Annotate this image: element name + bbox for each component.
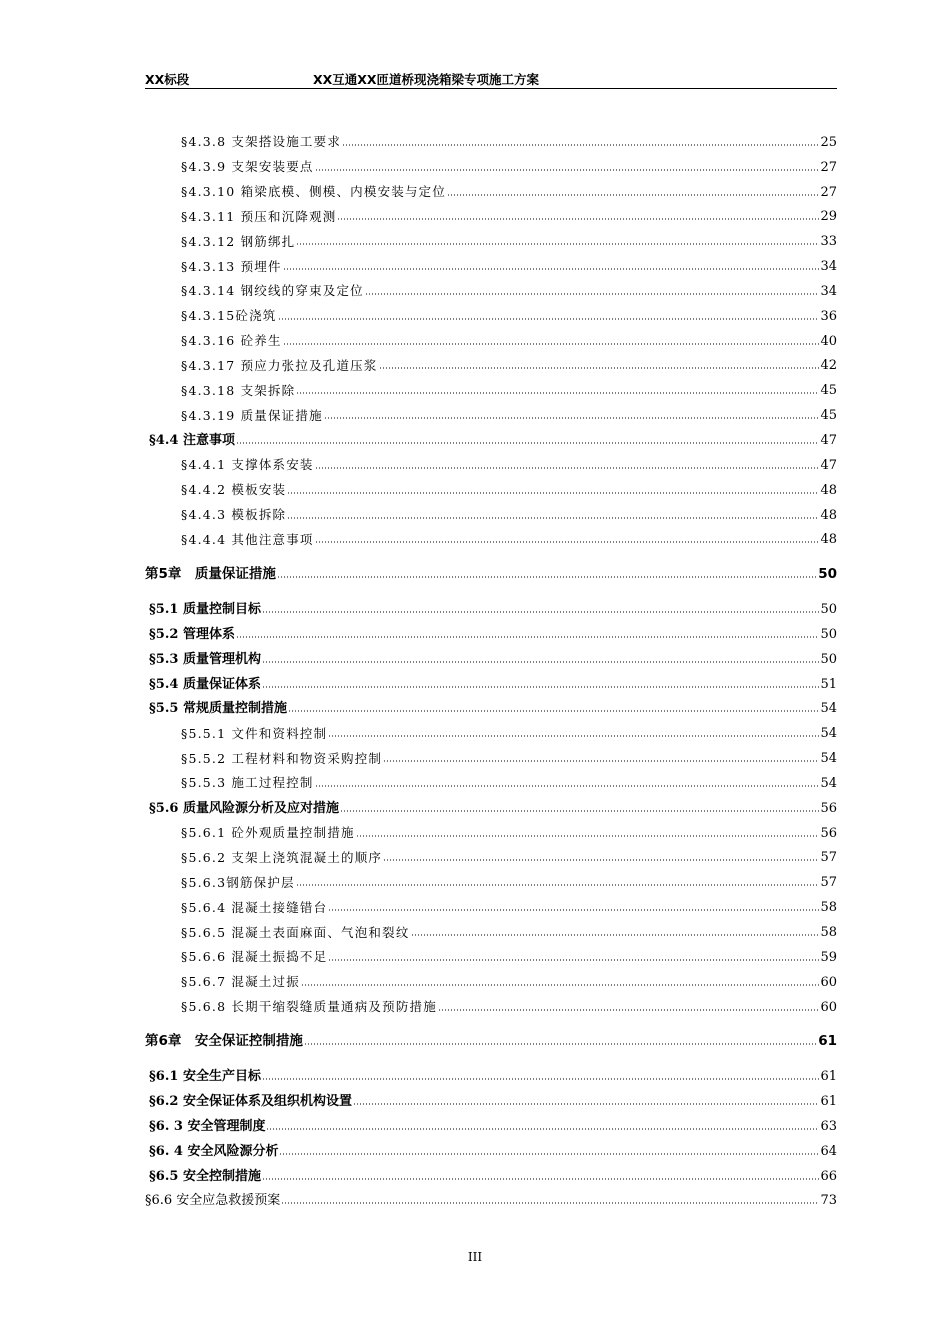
- toc-entry[interactable]: [145, 840, 837, 865]
- toc-entry-title: §6. 4 安全风险源分析: [149, 1143, 279, 1159]
- dot-leader: [379, 367, 820, 369]
- toc-entry-title: §5.6.4 混凝土接缝错台: [181, 899, 328, 915]
- toc-entry-title: §5.5.1 文件和资料控制: [181, 725, 328, 741]
- toc-entry-title: §4.3.18 支架拆除: [181, 382, 296, 398]
- toc-entry[interactable]: [145, 323, 837, 348]
- dot-leader: [328, 909, 819, 911]
- toc-entry-title: §4.3.17 预应力张拉及孔道压浆: [181, 357, 378, 373]
- toc-entry-page: 29: [820, 209, 837, 225]
- toc-entry[interactable]: [145, 397, 837, 422]
- toc-entry-page: 40: [820, 333, 837, 349]
- toc-entry-title: §4.3.14 钢绞线的穿束及定位: [181, 283, 364, 299]
- dot-leader: [262, 1078, 820, 1080]
- dot-leader: [315, 467, 820, 469]
- toc-entry-page: 54: [820, 751, 837, 767]
- toc-entry-page: 47: [820, 432, 837, 448]
- dot-leader: [447, 194, 819, 196]
- toc-entry-title: §4.3.11 预压和沉降观测: [181, 208, 337, 224]
- toc-entry[interactable]: [145, 790, 837, 815]
- toc-entry-title: §5.2 管理体系: [149, 626, 235, 642]
- toc-entry-page: 27: [820, 184, 837, 200]
- dot-leader: [356, 835, 820, 837]
- toc-entry-page: 45: [820, 383, 837, 399]
- toc-entry-page: 50: [818, 565, 837, 582]
- toc-entry[interactable]: [145, 124, 837, 149]
- toc-entry-page: 60: [820, 999, 837, 1015]
- dot-leader: [262, 661, 820, 663]
- dot-leader: [262, 686, 820, 688]
- dot-leader: [283, 343, 820, 345]
- toc-entry-page: 27: [820, 159, 837, 175]
- toc-entry-page: 47: [820, 457, 837, 473]
- toc-entry-title: §6.5 安全控制措施: [149, 1168, 261, 1184]
- dot-leader: [287, 492, 819, 494]
- dot-leader: [411, 934, 820, 936]
- table-of-contents: [145, 124, 837, 1207]
- dot-leader: [278, 318, 820, 320]
- toc-entry-title: §4.3.12 钢筋绑扎: [181, 233, 296, 249]
- dot-leader: [277, 576, 817, 578]
- toc-entry[interactable]: [145, 273, 837, 298]
- toc-entry-page: 50: [820, 602, 837, 618]
- toc-entry-page: 61: [820, 1069, 837, 1085]
- toc-entry[interactable]: [145, 1183, 837, 1208]
- toc-entry-page: 42: [820, 358, 837, 374]
- toc-entry[interactable]: [145, 497, 837, 522]
- toc-entry-page: 54: [820, 726, 837, 742]
- dot-leader: [315, 785, 820, 787]
- toc-entry-page: 73: [820, 1193, 837, 1209]
- dot-leader: [383, 760, 819, 762]
- chapter-spacer: [145, 1014, 837, 1024]
- dot-leader: [315, 169, 820, 171]
- toc-chapter-entry[interactable]: [145, 556, 837, 581]
- toc-entry[interactable]: [145, 1158, 837, 1183]
- toc-entry[interactable]: [145, 372, 837, 397]
- toc-entry[interactable]: [145, 616, 837, 641]
- toc-entry[interactable]: [145, 149, 837, 174]
- toc-entry-page: 54: [820, 775, 837, 791]
- header-document-title: XX互通XX匝道桥现浇箱梁专项施工方案: [313, 72, 540, 87]
- toc-chapter-entry[interactable]: [145, 1024, 837, 1049]
- toc-entry-page: 59: [820, 949, 837, 965]
- toc-entry-title: §5.5.2 工程材料和物资采购控制: [181, 750, 383, 766]
- toc-entry[interactable]: [145, 522, 837, 547]
- toc-entry[interactable]: [145, 740, 837, 765]
- toc-entry-title: §5.6.1 砼外观质量控制措施: [181, 825, 355, 841]
- toc-entry[interactable]: [145, 174, 837, 199]
- dot-leader: [301, 984, 820, 986]
- toc-entry[interactable]: [145, 248, 837, 273]
- toc-entry[interactable]: [145, 715, 837, 740]
- header-section-label: XX标段: [145, 72, 190, 87]
- toc-entry[interactable]: [145, 815, 837, 840]
- toc-entry[interactable]: [145, 989, 837, 1014]
- toc-entry-page: 50: [820, 651, 837, 667]
- toc-entry[interactable]: [145, 889, 837, 914]
- toc-entry-page: 66: [820, 1168, 837, 1184]
- toc-entry-page: 48: [820, 507, 837, 523]
- chapter-spacer: [145, 1048, 837, 1058]
- toc-entry-title: §4.4.2 模板安装: [181, 482, 287, 498]
- toc-entry-page: 50: [820, 626, 837, 642]
- dot-leader: [328, 735, 819, 737]
- toc-entry-title: §4.4.3 模板拆除: [181, 507, 287, 522]
- toc-entry[interactable]: [145, 1108, 837, 1133]
- toc-entry-title: §4.3.19 质量保证措施: [181, 407, 323, 423]
- dot-leader: [328, 959, 819, 961]
- toc-entry-page: 60: [820, 974, 837, 990]
- dot-leader: [236, 442, 820, 444]
- toc-entry[interactable]: [145, 864, 837, 889]
- dot-leader: [383, 859, 819, 861]
- dot-leader: [262, 1178, 820, 1180]
- toc-entry-title: §5.6.3钢筋保护层: [181, 874, 295, 890]
- toc-entry[interactable]: [145, 348, 837, 373]
- toc-entry-title: §5.6.5 混凝土表面麻面、气泡和裂纹: [181, 924, 410, 940]
- toc-entry-title: §5.4 质量保证体系: [149, 676, 261, 692]
- toc-entry-page: 61: [820, 1094, 837, 1110]
- toc-entry[interactable]: [145, 199, 837, 224]
- toc-entry-page: 34: [820, 259, 837, 275]
- dot-leader: [283, 268, 820, 270]
- toc-entry-title: §4.3.13 预埋件: [181, 258, 282, 274]
- toc-entry-page: 48: [820, 482, 837, 498]
- toc-entry-page: 54: [820, 701, 837, 717]
- toc-entry-page: 25: [820, 134, 837, 150]
- toc-entry[interactable]: [145, 472, 837, 497]
- toc-entry[interactable]: [145, 223, 837, 248]
- toc-entry-page: 48: [820, 532, 837, 548]
- dot-leader: [287, 517, 819, 519]
- toc-entry-page: 51: [820, 676, 837, 692]
- toc-entry-title: 第5章 质量保证措施: [145, 565, 276, 582]
- toc-entry-title: §6.1 安全生产目标: [149, 1069, 261, 1085]
- toc-entry-title: §5.5 常规质量控制措施: [149, 701, 287, 717]
- toc-entry[interactable]: [145, 964, 837, 989]
- toc-entry[interactable]: [145, 591, 837, 616]
- toc-entry[interactable]: [145, 691, 837, 716]
- dot-leader: [296, 243, 819, 245]
- toc-entry[interactable]: [145, 939, 837, 964]
- toc-entry-title: §5.3 质量管理机构: [149, 651, 261, 667]
- dot-leader: [288, 710, 820, 712]
- toc-entry-title: §4.4 注意事项: [149, 432, 235, 448]
- toc-entry-title: 第6章 安全保证控制措施: [145, 1032, 303, 1049]
- toc-entry-page: 58: [820, 925, 837, 940]
- toc-entry[interactable]: [145, 1083, 837, 1108]
- toc-entry-title: §4.4.1 支撑体系安装: [181, 457, 314, 473]
- toc-entry-page: 33: [820, 234, 837, 250]
- toc-entry-title: §5.1 质量控制目标: [149, 602, 261, 618]
- dot-leader: [266, 1128, 819, 1130]
- chapter-spacer: [145, 581, 837, 591]
- toc-entry-page: 57: [820, 875, 837, 891]
- toc-entry-page: 56: [820, 825, 837, 841]
- dot-leader: [340, 810, 820, 812]
- toc-entry[interactable]: [145, 765, 837, 790]
- dot-leader: [296, 392, 819, 394]
- toc-entry-page: 64: [820, 1143, 837, 1159]
- toc-entry-title: §4.4.4 其他注意事项: [181, 531, 314, 547]
- dot-leader: [438, 1009, 820, 1011]
- toc-entry[interactable]: [145, 447, 837, 472]
- toc-entry[interactable]: [145, 298, 837, 323]
- dot-leader: [337, 218, 819, 220]
- page-header: [145, 68, 837, 89]
- toc-entry[interactable]: [145, 914, 837, 939]
- toc-entry-title: §4.3.15砼浇筑: [181, 308, 277, 324]
- toc-entry-title: §4.3.16 砼养生: [181, 333, 282, 349]
- dot-leader: [236, 636, 820, 638]
- toc-entry-title: §6.6 安全应急救援预案: [145, 1193, 281, 1209]
- dot-leader: [296, 884, 820, 886]
- dot-leader: [315, 541, 820, 543]
- toc-entry-title: §6.2 安全保证体系及组织机构设置: [149, 1094, 352, 1110]
- toc-entry[interactable]: [145, 1058, 837, 1083]
- dot-leader: [324, 417, 820, 419]
- toc-entry[interactable]: [145, 1133, 837, 1158]
- toc-entry-page: 45: [820, 408, 837, 424]
- toc-entry-title: §5.6 质量风险源分析及应对措施: [149, 800, 339, 816]
- toc-entry-title: §5.6.2 支架上浇筑混凝土的顺序: [181, 849, 383, 865]
- toc-entry-title: §5.6.6 混凝土振捣不足: [181, 949, 328, 965]
- toc-entry-title: §4.3.10 箱梁底模、侧模、内模安装与定位: [181, 184, 447, 200]
- dot-leader: [279, 1153, 819, 1155]
- toc-entry-page: 34: [820, 283, 837, 299]
- toc-entry-title: §5.5.3 施工过程控制: [181, 775, 314, 791]
- toc-entry-title: §6. 3 安全管理制度: [149, 1118, 266, 1134]
- toc-entry-page: 36: [820, 308, 837, 324]
- chapter-spacer: [145, 546, 837, 556]
- toc-entry-page: 57: [820, 850, 837, 866]
- dot-leader: [304, 1043, 817, 1045]
- page-number: III: [467, 1250, 483, 1264]
- dot-leader: [281, 1202, 819, 1204]
- toc-entry-page: 63: [820, 1118, 837, 1134]
- toc-entry-page: 56: [820, 800, 837, 816]
- toc-entry-title: §4.3.8 支架搭设施工要求: [181, 134, 342, 150]
- toc-entry-page: 61: [818, 1032, 837, 1049]
- toc-entry[interactable]: [145, 666, 837, 691]
- toc-entry-page: 58: [820, 900, 837, 916]
- toc-entry[interactable]: [145, 641, 837, 666]
- toc-entry-title: §5.6.8 长期干缩裂缝质量通病及预防措施: [181, 999, 437, 1015]
- toc-entry[interactable]: [145, 422, 837, 447]
- dot-leader: [262, 611, 820, 613]
- dot-leader: [365, 293, 820, 295]
- dot-leader: [342, 144, 819, 146]
- toc-entry-title: §5.6.7 混凝土过振: [181, 974, 300, 990]
- dot-leader: [353, 1103, 820, 1105]
- toc-entry-title: §4.3.9 支架安装要点: [181, 159, 314, 175]
